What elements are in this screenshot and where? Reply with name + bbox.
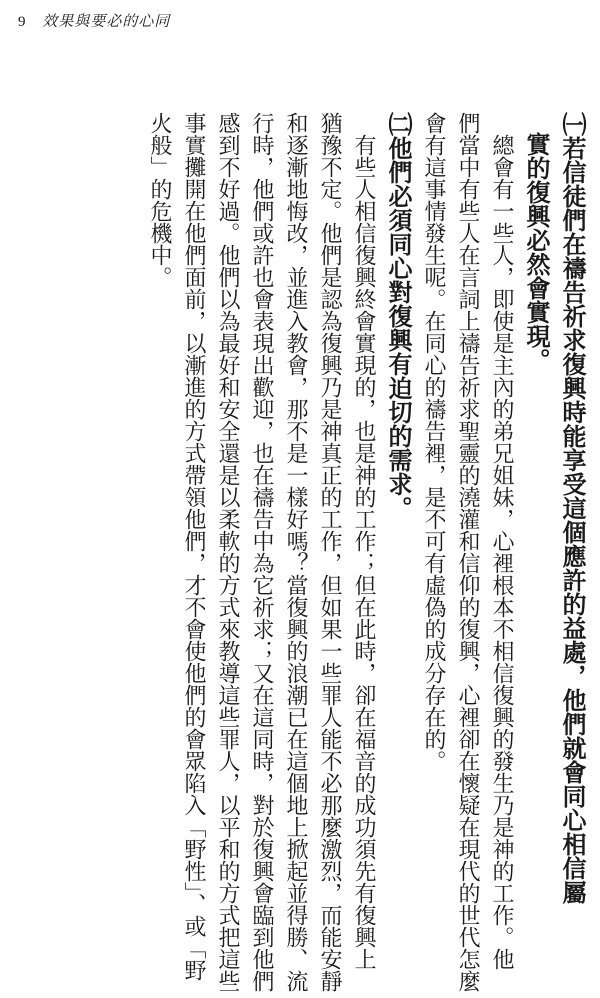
heading-two: ㈡他們必須同心對復興有迫切的需求。 xyxy=(384,112,412,520)
paragraph-two-line: 和逐漸地悔改，並進入教會，那不是一樣好嗎？當復興的浪潮已在這個地上掀起並得勝、流 xyxy=(283,112,308,992)
paragraph-one-line: 們當中有些人在言詞上禱告祈求聖靈的澆灌和信仰的復興，心裡卻在懷疑在現代的世代怎麼 xyxy=(455,112,480,992)
paragraph-two-line: 行時，他們或許也會表現出歡迎，也在禱告中為它祈求；又在這同時，對於復興會臨到他們 xyxy=(249,112,274,992)
paragraph-two-line: 有些人相信復興終會實現的，也是神的工作；但在此時，卻在福音的成功須先有復興上 xyxy=(351,134,376,970)
running-header xyxy=(18,10,170,31)
heading-one-continued: 實的復興必然會實現。 xyxy=(522,132,550,372)
paragraph-one-line: 會有這事情發生呢。在同心的禱告裡，是不可有虛偽的成分存在的。 xyxy=(421,112,446,772)
running-title: 效果與要必的心同 xyxy=(42,12,171,30)
paragraph-one-line: 總會有一些人，即使是主內的弟兄姐妹，心裡根本不相信復興的發生乃是神的工作。他 xyxy=(489,134,514,970)
paragraph-two-line: 猶豫不定。他們是認為復興乃是神真正的工作，但如果一些罪人能不必那麼激烈，而能安靜 xyxy=(317,112,342,992)
page-number: 9 xyxy=(18,14,27,30)
paragraph-two-line: 感到不好過。他們以為最好和安全還是以柔軟的方式來教導這些罪人，以平和的方式把這些 xyxy=(215,112,240,992)
paragraph-two-line: 火般」的危機中。 xyxy=(147,112,172,288)
heading-one: ㈠若信徒們在禱告祈求復興時能享受這個應許的益處，他們就會同心相信屬 xyxy=(558,112,586,904)
paragraph-two-line: 事實攤開在他們面前，以漸進的方式帶領他們，才不會使他們的會眾陷入「野性」、或「野 xyxy=(181,112,206,981)
vertical-body-text xyxy=(142,112,590,992)
